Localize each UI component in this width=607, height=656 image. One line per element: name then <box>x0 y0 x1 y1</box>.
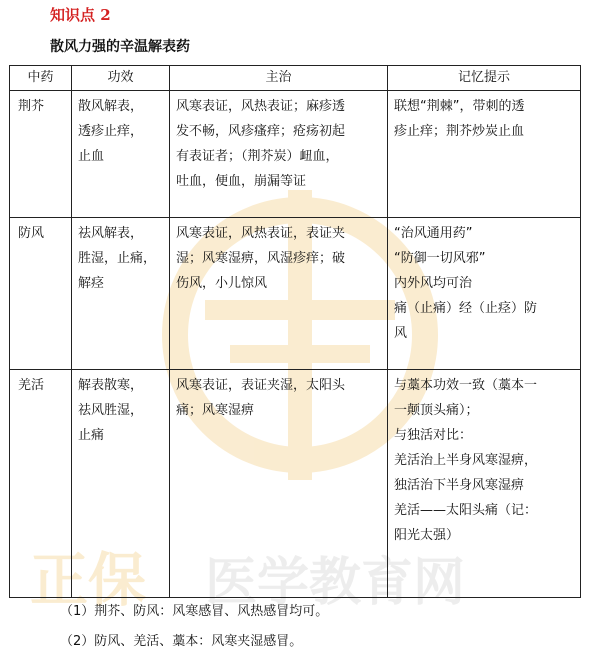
memory-line: 内外风均可治 <box>394 276 473 291</box>
memory-line: 痛（止痛）经（止痉）防 <box>394 301 538 316</box>
column-header-indications: 主治 <box>170 66 388 91</box>
herb-name: 羌活 <box>10 370 72 598</box>
herb-name: 防风 <box>10 218 72 370</box>
column-header-herb: 中药 <box>10 66 72 91</box>
table-header-row <box>10 66 581 91</box>
memory-line: 与独活对比： <box>394 428 473 443</box>
efficacy-line: 透疹止痒， <box>78 124 144 139</box>
memory-cell <box>388 91 581 218</box>
memory-line: 独活治下半身风寒湿痹 <box>394 478 525 493</box>
indications-line: 风寒表证，表证夹湿，太阳头 <box>176 378 346 393</box>
memory-cell <box>388 218 581 370</box>
efficacy-line: 胜湿，止痛， <box>78 251 157 266</box>
indications-line: 湿；风寒湿痹，风湿疹痒；破 <box>176 251 346 266</box>
herb-name: 荆芥 <box>10 91 72 218</box>
table-row <box>10 218 581 370</box>
memory-line: “治风通用药” <box>394 226 473 241</box>
memory-line: 羌活——太阳头痛（记： <box>394 503 538 518</box>
efficacy-line: 解痉 <box>78 276 105 291</box>
watermark-text: 正保 <box>30 546 147 614</box>
indications-cell <box>170 91 388 218</box>
section-label: 知识点 2 <box>50 6 111 24</box>
memory-line: 阳光太强） <box>394 528 460 543</box>
footnote: （2）防风、羌活、藁本：风寒夹湿感冒。 <box>60 634 303 649</box>
efficacy-line: 止痛 <box>78 428 105 443</box>
table-row <box>10 370 581 598</box>
efficacy-line: 祛风解表， <box>78 226 144 241</box>
table-row <box>10 91 581 218</box>
memory-line: 与藁本功效一致（藁本一 <box>394 378 538 393</box>
indications-line: 发不畅，风疹瘙痒；疮疡初起 <box>176 124 346 139</box>
footnote: （1）荆芥、防风：风寒感冒、风热感冒均可。 <box>60 604 329 619</box>
page-subtitle: 散风力强的辛温解表药 <box>50 39 190 55</box>
memory-line: 疹止痒；荆芥炒炭止血 <box>394 124 525 139</box>
efficacy-cell <box>72 370 170 598</box>
efficacy-line: 解表散寒， <box>78 378 144 393</box>
indications-line: 有表证者；（荆芥炭）衄血， <box>176 149 339 164</box>
memory-line: 一颠顶头痛）； <box>394 403 479 418</box>
memory-line: 羌活治上半身风寒湿痹， <box>394 453 538 468</box>
efficacy-line: 止血 <box>78 149 105 164</box>
indications-line: 风寒表证，风热表证；麻疹透 <box>176 99 346 114</box>
indications-line: 痛；风寒湿痹 <box>176 403 255 418</box>
column-header-memory: 记忆提示 <box>388 66 581 91</box>
efficacy-line: 散风解表， <box>78 99 144 114</box>
efficacy-line: 祛风胜湿， <box>78 403 144 418</box>
indications-line: 伤风，小儿惊风 <box>176 276 268 291</box>
indications-line: 吐血，便血，崩漏等证 <box>176 174 307 189</box>
memory-cell <box>388 370 581 598</box>
watermark-text-rest: 医学教育网 <box>205 553 466 613</box>
column-header-efficacy: 功效 <box>72 66 170 91</box>
herb-table <box>9 65 581 598</box>
indications-line: 风寒表证，风热表证，表证夹 <box>176 226 346 241</box>
indications-cell <box>170 218 388 370</box>
indications-cell <box>170 370 388 598</box>
memory-line: “防御一切风邪” <box>394 251 486 266</box>
efficacy-cell <box>72 91 170 218</box>
memory-line: 风 <box>394 326 408 341</box>
efficacy-cell <box>72 218 170 370</box>
memory-line: 联想“荆棘”，带刺的透 <box>394 99 525 114</box>
